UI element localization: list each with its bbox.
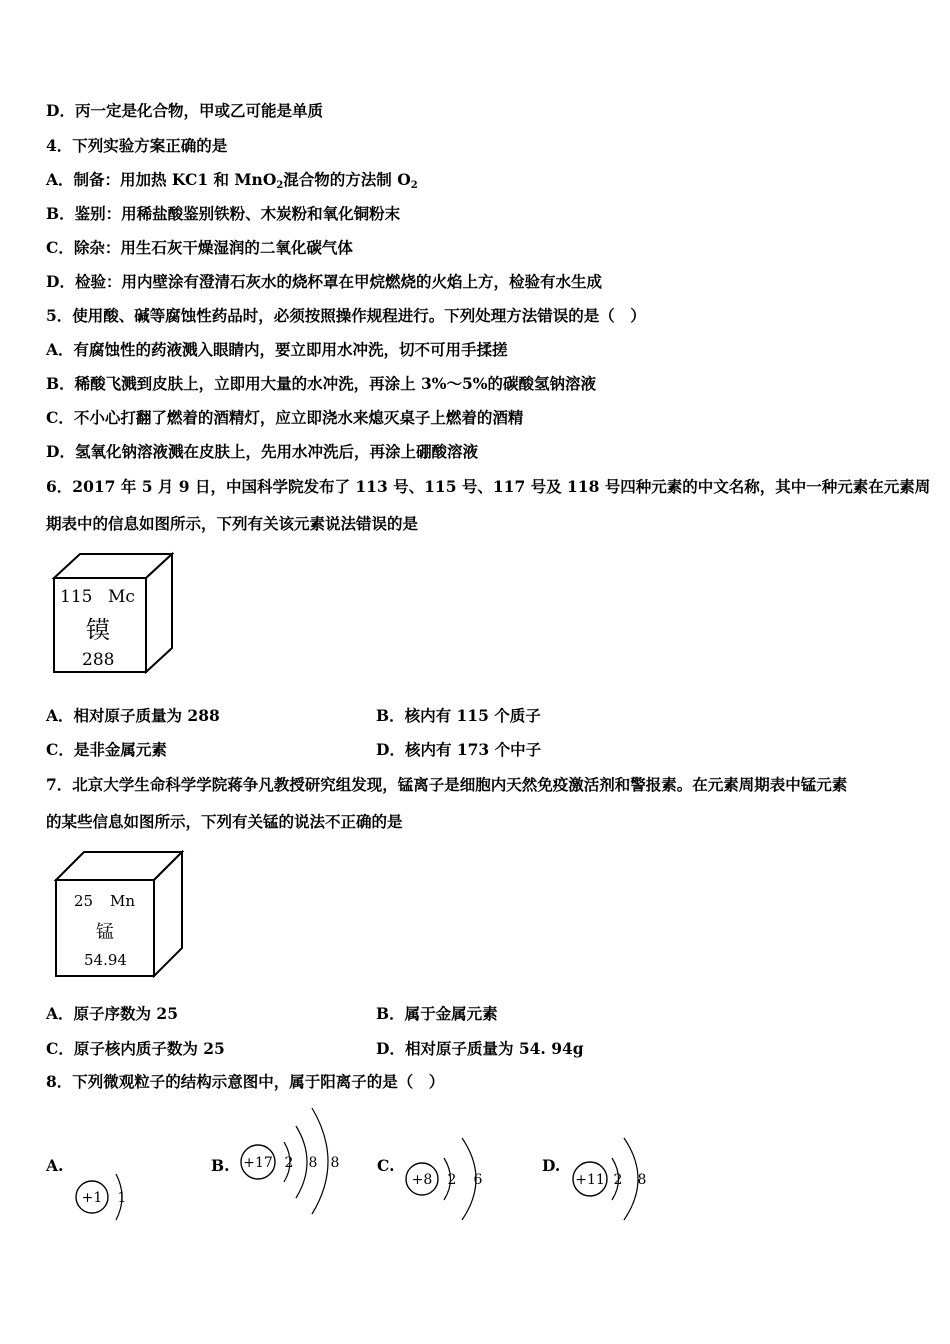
q7-element-mass: 54.94 (84, 951, 127, 969)
q5-stem: 5．使用酸、碱等腐蚀性药品时，必须按照操作规程进行。下列处理方法错误的是（ ） (46, 306, 646, 325)
q7-element-card (52, 848, 188, 980)
q3-option-d: D．丙一定是化合物，甲或乙可能是单质 (46, 101, 323, 120)
q7-element-name: 锰 (96, 922, 114, 943)
q7-option-a: A．原子序数为 25 (46, 1004, 178, 1023)
q8-option-a-label: A. (46, 1156, 64, 1175)
q4-option-a-sub-2: 2 (410, 180, 418, 191)
q6-stem-line-1: 6．2017 年 5 月 9 日，中国科学院发布了 113 号、115 号、117 号及 118 号四种元素的中文名称，其中一种元素在元素周 (46, 477, 931, 496)
q5-option-d: D．氢氧化钠溶液溅在皮肤上，先用水冲洗后，再涂上硼酸溶液 (46, 442, 478, 461)
q6-element-card (50, 550, 180, 678)
q6-element-number: 115 (60, 587, 93, 607)
q4-option-a (46, 170, 418, 196)
q8-option-c-shell-2: 6 (473, 1172, 483, 1188)
q8-option-d-shell-1: 2 (613, 1172, 623, 1188)
q4-option-b: B．鉴别：用稀盐酸鉴别铁粉、木炭粉和氧化铜粉末 (46, 204, 401, 223)
q6-element-symbol: Mc (108, 587, 135, 607)
q8-option-c-diagram (402, 1134, 498, 1222)
q4-option-a-text-1: A．制备：用加热 KC1 和 MnO (46, 170, 277, 189)
q4-option-a-sub-1: 2 (276, 180, 284, 191)
q7-option-d: D．相对原子质量为 54. 94g (376, 1039, 584, 1058)
q6-option-c: C．是非金属元素 (46, 740, 167, 759)
q8-stem: 8．下列微观粒子的结构示意图中，属于阳离子的是（ ） (46, 1072, 445, 1091)
q8-option-a-diagram (70, 1170, 140, 1224)
q6-option-d: D．核内有 173 个中子 (376, 740, 542, 759)
q8-option-b-shell-1: 2 (284, 1155, 294, 1171)
q7-element-number: 25 (74, 892, 94, 910)
q7-stem-line-1: 7．北京大学生命科学学院蒋争凡教授研究组发现，锰离子是细胞内天然免疫激活剂和警报素。在元素周期表中锰元素 (46, 775, 848, 794)
q8-option-c-shell-1: 2 (447, 1172, 457, 1188)
q4-option-a-text-2: 混合物的方法制 O (283, 170, 411, 189)
q6-option-a: A．相对原子质量为 288 (46, 706, 220, 725)
q7-option-b: B．属于金属元素 (376, 1004, 498, 1023)
q8-option-b-shell-2: 8 (308, 1155, 318, 1171)
q4-stem: 4．下列实验方案正确的是 (46, 136, 228, 155)
q5-option-b: B．稀酸飞溅到皮肤上，立即用大量的水冲洗，再涂上 3%～5%的碳酸氢钠溶液 (46, 374, 597, 393)
q5-option-c: C．不小心打翻了燃着的酒精灯，应立即浇水来熄灭桌子上燃着的酒精 (46, 408, 524, 427)
q8-option-b-diagram (232, 1102, 352, 1218)
q8-option-b-label: B. (211, 1156, 230, 1175)
q5-option-a: A．有腐蚀性的药液溅入眼睛内，要立即用水冲洗，切不可用手揉搓 (46, 340, 508, 359)
q4-option-d: D．检验：用内壁涂有澄清石灰水的烧杯罩在甲烷燃烧的火焰上方，检验有水生成 (46, 272, 602, 291)
q6-stem-line-2: 期表中的信息如图所示，下列有关该元素说法错误的是 (46, 514, 419, 533)
q4-option-c: C．除杂：用生石灰干燥湿润的二氧化碳气体 (46, 238, 353, 257)
q7-option-c: C．原子核内质子数为 25 (46, 1039, 225, 1058)
q7-element-symbol: Mn (110, 892, 136, 910)
q8-option-c-nucleus: +8 (411, 1172, 433, 1188)
q8-option-b-shell-3: 8 (330, 1155, 340, 1171)
q6-element-name: 镆 (86, 616, 110, 644)
q8-option-a-nucleus: +1 (81, 1190, 103, 1206)
q7-stem-line-2: 的某些信息如图所示，下列有关锰的说法不正确的是 (46, 812, 403, 831)
q8-option-d-nucleus: +11 (575, 1172, 605, 1188)
q8-option-a-shell-1: 1 (117, 1190, 127, 1206)
q8-option-d-diagram (566, 1134, 662, 1222)
q8-option-d-label: D. (542, 1156, 561, 1175)
q8-option-b-nucleus: +17 (243, 1155, 273, 1171)
q8-option-c-label: C. (377, 1156, 395, 1175)
q8-option-d-shell-2: 8 (637, 1172, 647, 1188)
q6-element-mass: 288 (82, 650, 115, 670)
q6-option-b: B．核内有 115 个质子 (376, 706, 541, 725)
